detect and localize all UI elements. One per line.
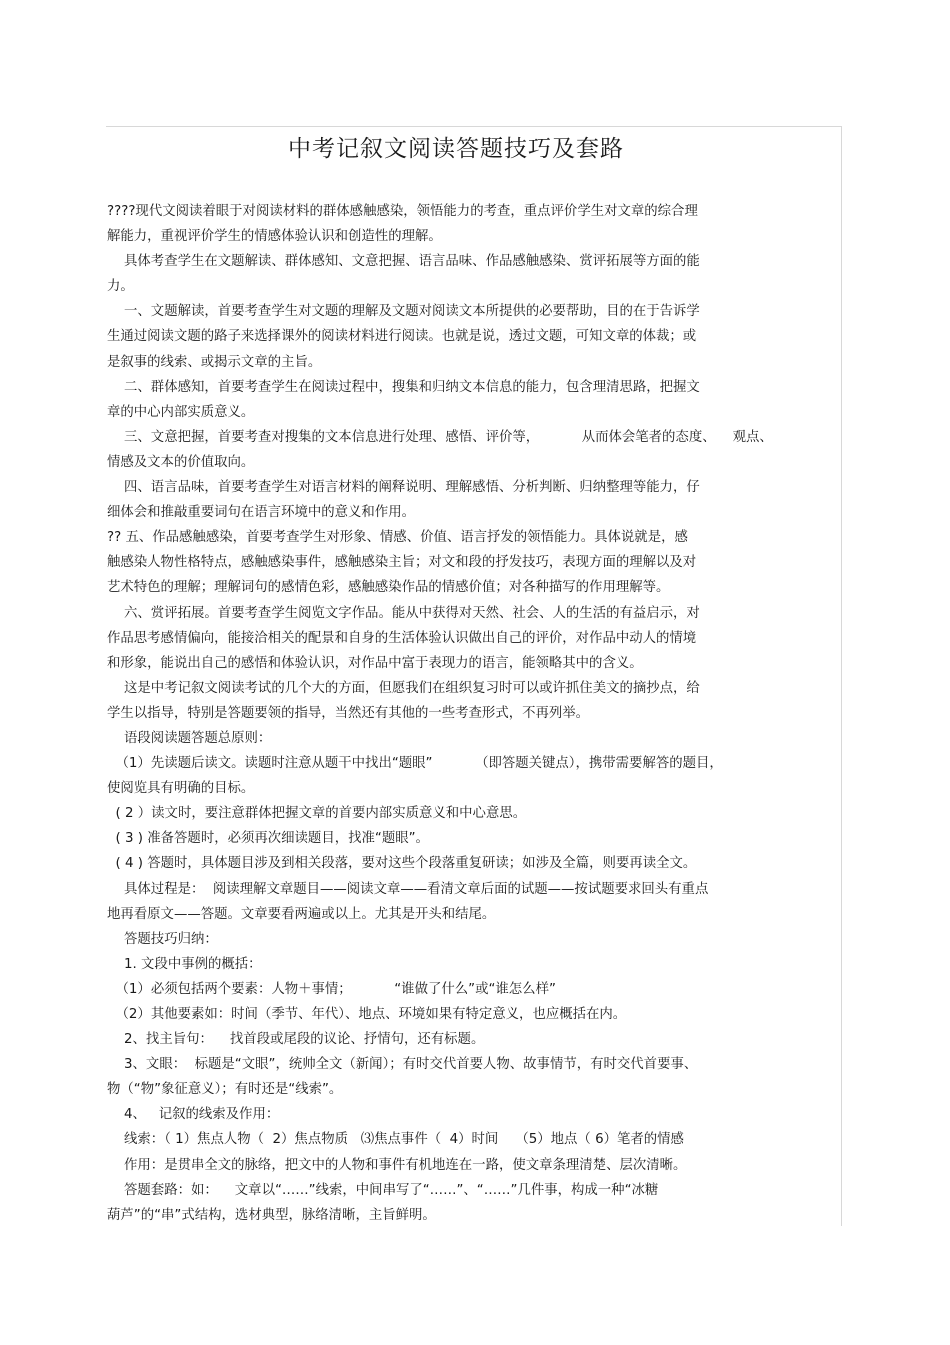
document-body: [107, 199, 842, 1228]
text-line: 生通过阅读文题的路子来选择课外的阅读材料进行阅读。也就是说，透过文题，可知文章的体裁；或: [107, 329, 697, 345]
text-line: 葫芦”的“串”式结构，选材典型，脉络清晰，主旨鲜明。: [107, 1207, 436, 1223]
text-line: 力。: [107, 279, 134, 295]
text-line: 作品思考感情偏向，能接洽相关的配景和自身的生活体验认识做出自己的评价，对作品中动人的情境: [107, 630, 697, 646]
text-line: 2、找主旨句： 找首段或尾段的议论、抒情句，还有标题。: [107, 1032, 485, 1048]
text-line: 艺术特色的理解；理解词句的感情色彩，感触感染作品的情感价值；对各种描写的作用理解等。: [107, 580, 670, 596]
text-line: 是叙事的线索、或揭示文章的主旨。: [107, 354, 322, 370]
text-line: 答题套路：如： 文章以“……”线索，中间串写了“……”、“……”几件事，构成一种“冰糖: [107, 1182, 659, 1198]
text-line: 四、语言品味，首要考查学生对语言材料的阐释说明、理解感悟、分析判断、归纳整理等能力，仔: [107, 480, 700, 496]
text-line: 物（“物”象征意义）；有时还是“线索”。: [107, 1082, 343, 1098]
text-line: 和形象，能说出自己的感悟和体验认识，对作品中富于表现力的语言，能领略其中的含义。: [107, 655, 643, 671]
text-line: 解能力，重视评价学生的情感体验认识和创造性的理解。: [107, 229, 442, 245]
text-line: ?? 五、作品感触感染，首要考查学生对形象、情感、价值、语言抒发的领悟能力。具体说就是，感: [107, 530, 688, 546]
text-line: 1. 文段中事例的概括：: [107, 956, 262, 972]
text-line: 触感染人物性格特点，感触感染事件，感触感染主旨；对文和段的抒发技巧，表现方面的理解以及对: [107, 555, 697, 571]
text-line: 具体过程是： 阅读理解文章题目——阅读文章——看清文章后面的试题——按试题要求回头有重点: [107, 881, 709, 897]
text-line: 三、文意把握，首要考查对搜集的文本信息进行处理、感悟、评价等， 从而体会笔者的态度、 观点、: [107, 429, 773, 445]
text-line: 语段阅读题答题总原则：: [107, 730, 272, 746]
text-line: 学生以指导，特别是答题要领的指导，当然还有其他的一些考查形式，不再列举。: [107, 705, 590, 721]
text-line: 答题技巧归纳：: [107, 931, 218, 947]
text-line: ????现代文阅读着眼于对阅读材料的群体感触感染，领悟能力的考查，重点评价学生对文章的综合理: [107, 204, 698, 219]
page-frame-top-border: [106, 126, 842, 127]
text-line: ( 2 ）读文时，要注意群体把握文章的首要内部实质意义和中心意思。: [107, 806, 527, 822]
text-line: 六、赏评拓展。首要考查学生阅览文字作品。能从中获得对天然、社会、人的生活的有益启示，对: [107, 605, 700, 621]
document-title: 中考记叙文阅读答题技巧及套路: [288, 136, 624, 162]
text-line: 4、 记叙的线索及作用：: [107, 1107, 280, 1123]
text-line: 二、群体感知，首要考查学生在阅读过程中，搜集和归纳文本信息的能力，包含理清思路，把握文: [107, 379, 700, 395]
text-line: （1）必须包括两个要素：人物＋事情； “谁做了什么”或“谁怎么样”: [107, 981, 556, 997]
text-line: 情感及文本的价值取向。: [107, 454, 255, 470]
text-line: （2）其他要素如：时间（季节、年代）、地点、环境如果有特定意义，也应概括在内。: [107, 1007, 627, 1022]
text-line: 使阅览具有明确的目标。: [107, 781, 255, 797]
text-line: （1）先读题后读文。读题时注意从题干中找出“题眼” （即答题关键点），携带需要解答的题目，: [107, 756, 723, 772]
text-line: 3、文眼： 标题是“文眼”，统帅全文（新闻）；有时交代首要人物、故事情节，有时交代首要事、: [107, 1057, 698, 1073]
text-line: 一、文题解读，首要考查学生对文题的理解及文题对阅读文本所提供的必要帮助，目的在于告诉学: [107, 304, 700, 320]
text-line: 具体考查学生在文题解读、群体感知、文意把握、语言品味、作品感触感染、赏评拓展等方面的能: [107, 254, 700, 270]
text-line: ( 3 ) 准备答题时，必须再次细读题目，找准“题眼”。: [107, 831, 429, 847]
text-line: 细体会和推敲重要词句在语言环境中的意义和作用。: [107, 505, 415, 521]
text-line: 作用：是贯串全文的脉络，把文中的人物和事件有机地连在一路，使文章条理清楚、层次清晰。: [107, 1157, 687, 1173]
text-line: 线索：（ 1）焦点人物（ 2）焦点物质 ⑶焦点事件（ 4）时间 （5）地点（ 6）笔者的情感: [107, 1132, 684, 1148]
text-line: 这是中考记叙文阅读考试的几个大的方面，但愿我们在组织复习时可以或许抓住美文的摘抄点，给: [107, 680, 700, 696]
text-line: 章的中心内部实质意义。: [107, 404, 255, 420]
text-line: ( 4 ) 答题时，具体题目涉及到相关段落，要对这些个段落重复研读；如涉及全篇，则要再读全文。: [107, 856, 697, 872]
text-line: 地再看原文——答题。文章要看两遍或以上。尤其是开头和结尾。: [107, 906, 496, 922]
